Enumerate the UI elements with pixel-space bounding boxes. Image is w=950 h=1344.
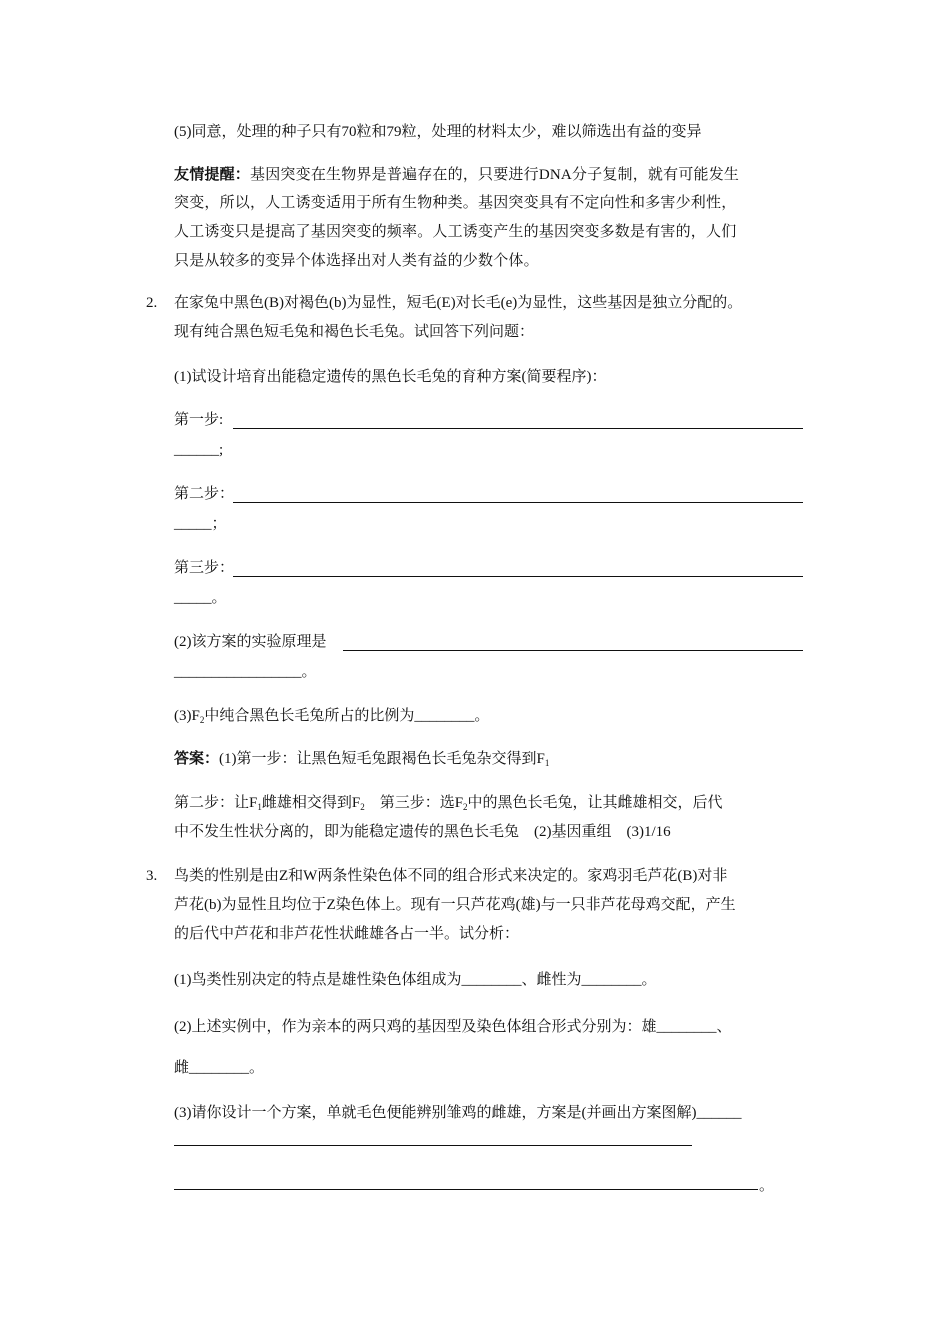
q2-step1 (174, 410, 223, 430)
part2-label: (2)该方案的实验原理是 (174, 634, 327, 650)
q2-answer-line3: 中不发生性状分离的，即为能稳定遗传的黑色长毛兔 (2)基因重组 (3)1/16 (174, 824, 671, 840)
q3-part2-line2: 雌________。 (174, 1060, 265, 1076)
answer-label: 答案： (174, 751, 220, 767)
step2-end: _____； (174, 516, 227, 532)
q2-stem-line2: 现有纯合黑色短毛兔和褐色长毛兔。试回答下列问题： (174, 324, 535, 340)
tip-line-3: 人工诱变只是提高了基因突变的频率。人工诱变产生的基因突变多数是有害的，人们 (174, 224, 737, 240)
tip-label: 友情提醒： (174, 167, 251, 183)
tip-line-2: 突变，所以，人工诱变适用于所有生物种类。基因突变具有不定向性和多害少利性， (174, 195, 737, 211)
q3-stem-line2: 芦花(b)为显性且均位于Z染色体上。现有一只芦花鸡(雄)与一只非芦花母鸡交配，产生 (174, 897, 736, 913)
q2-part3: $(3)F_2$中纯合黑色长毛兔所占的比例为________。 (174, 708, 490, 725)
q1-item5: (5)同意，处理的种子只有70粒和79粒，处理的材料太少，难以筛选出有益的变异 (174, 124, 702, 140)
q2-part2 (174, 632, 327, 652)
q3-part1: (1)鸟类性别决定的特点是雄性染色体组成为________、雌性为________。 (174, 972, 657, 988)
step1-end: ______; (174, 442, 224, 458)
q3-part3-blank-1[interactable] (174, 1145, 692, 1146)
tip-line-4: 只是从较多的变异个体选择出对人类有益的少数个体。 (174, 253, 539, 269)
q2-part1: (1)试设计培育出能稳定遗传的黑色长毛兔的育种方案(简要程序)： (174, 369, 607, 385)
step1-label: 第一步: (174, 412, 224, 428)
step2-blank[interactable] (233, 502, 803, 503)
q3-part2-line1: (2)上述实例中，作为亲本的两只鸡的基因型及染色体组合形式分别为：雄________、 (174, 1019, 732, 1035)
q3-part3-line1: (3)请你设计一个方案，单就毛色便能辨别雏鸡的雌雄，方案是(并画出方案图解)______ (174, 1105, 742, 1121)
step3-end: _____。 (174, 590, 227, 606)
q2-answer-line1: 答案：(1)第一步：让黑色短毛兔跟褐色长毛兔杂交得到$F_1$ (174, 751, 550, 768)
q3-stem-line1: 鸟类的性别是由Z和W两条性染色体不同的组合形式来决定的。家鸡羽毛芦花(B)对非 (174, 868, 728, 884)
q2-answer-line2: 第二步：让$F_1$雌雄相交得到$F_2$ 第三步：选$F_2$中的黑色长毛兔，让其雌雄相交，后代 (174, 795, 723, 812)
q2-step3 (174, 558, 234, 578)
tip-line-1: 友情提醒：基因突变在生物界是普遍存在的，只要进行DNA分子复制，就有可能发生 (174, 167, 740, 183)
step3-label: 第三步： (174, 560, 235, 576)
q3-stem-line3: 的后代中芦花和非芦花性状雌雄各占一半。试分析： (174, 926, 520, 942)
step2-label: 第二步： (174, 486, 235, 502)
part2-end: _________________。 (174, 664, 317, 680)
part2-blank[interactable] (343, 650, 803, 651)
step1-blank[interactable] (233, 428, 803, 429)
q2-step2 (174, 484, 234, 504)
q3-part3-blank-2[interactable] (174, 1189, 758, 1190)
q3-part3-end: 。 (759, 1178, 775, 1194)
q2-number: 2. (146, 295, 158, 311)
q2-stem-line1: 在家兔中黑色(B)对褐色(b)为显性，短毛(E)对长毛(e)为显性，这些基因是独立分配的。 (174, 295, 743, 311)
step3-blank[interactable] (233, 576, 803, 577)
q3-number: 3. (146, 868, 158, 884)
